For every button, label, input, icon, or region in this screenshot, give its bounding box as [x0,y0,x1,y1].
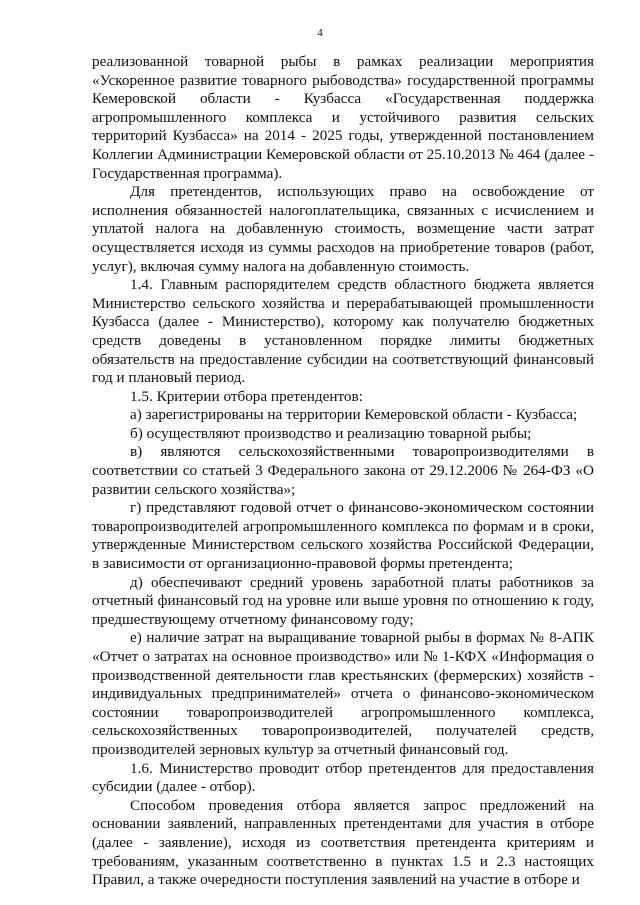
paragraph-1-4-budget-manager: 1.4. Главным распорядителем средств областного бюджета является Министерство сельского хозяйства и перерабатывающей промышленности Кузбасса (далее - Министерство), которому как получателю бюджетных средств доведены в установленном порядке лимиты бюджетных обязательств на предоставление субсидии на соответствующий финансовый год и плановый период. [92,276,594,387]
paragraph-continuation: реализованной товарной рыбы в рамках реализации мероприятия «Ускоренное развитие товарного рыбоводства» государственной программы Кемеровской области - Кузбасса «Государственная поддержка агропромышленного комплекса и устойчивого развития сельских территорий Кузбасса» на 2014 - 2025 годы, утвержденной постановлением Коллегии Администрации Кемеровской области от 25.10.2013 № 464 (далее - Государственная программа). [92,53,594,182]
criterion-e: е) наличие затрат на выращивание товарной рыбы в формах № 8-АПК «Отчет о затратах на основное производство» или № 1-КФХ «Информация о производственной деятельности глав крестьянских (фермерских) хозяйств - индивидуальных предпринимателей» отчета о финансово-экономическом состоянии товаропроизводителей агропромышленного комплекса, сельскохозяйственных товаропроизводителей, получателей средств, производителей зерновых культур за отчетный финансовый год. [92,629,594,758]
page-number: 4 [317,27,323,39]
paragraph-vat-exemption: Для претендентов, использующих право на освобождение от исполнения обязанностей налогоплательщика, связанных с исчислением и уплатой налога на добавленную стоимость, возмещение части затрат осуществляется исходя из суммы расходов на приобретение товаров (работ, услуг), включая сумму налога на добавленную стоимость. [92,183,594,275]
paragraph-1-5-criteria-heading: 1.5. Критерии отбора претендентов: [130,387,363,405]
criterion-d: д) обеспечивают средний уровень заработной платы работников за отчетный финансовый год на уровне или выше уровня по отношению к году, предшествующему отчетному финансовому году; [92,573,594,628]
criterion-v: в) являются сельскохозяйственными товаропроизводителями в соответствии со статьей 3 Федерального закона от 29.12.2006 № 264-ФЗ «О развитии сельского хозяйства»; [92,443,594,498]
criterion-g: г) представляют годовой отчет о финансово-экономическом состоянии товаропроизводителей агропромышленного комплекса по формам и в сроки, утвержденные Министерством сельского хозяйства Российской Федерации, в зависимости от организационно-правовой формы претендента; [92,499,594,573]
document-body [92,53,594,890]
paragraph-selection-method: Способом проведения отбора является запрос предложений на основании заявлений, направленных претендентами для участия в отборе (далее - заявление), исходя из соответствия претендента критериям и требованиям, указанным соответственно в пунктах 1.5 и 2.3 настоящих Правил, а также очередности поступления заявлений на участие в отборе и [92,796,594,889]
criterion-a: а) зарегистрированы на территории Кемеровской области - Кузбасса; [130,406,578,424]
criterion-b: б) осуществляют производство и реализацию товарной рыбы; [130,424,532,442]
paragraph-1-6-selection: 1.6. Министерство проводит отбор претендентов для предоставления субсидии (далее - отбор). [92,759,594,796]
